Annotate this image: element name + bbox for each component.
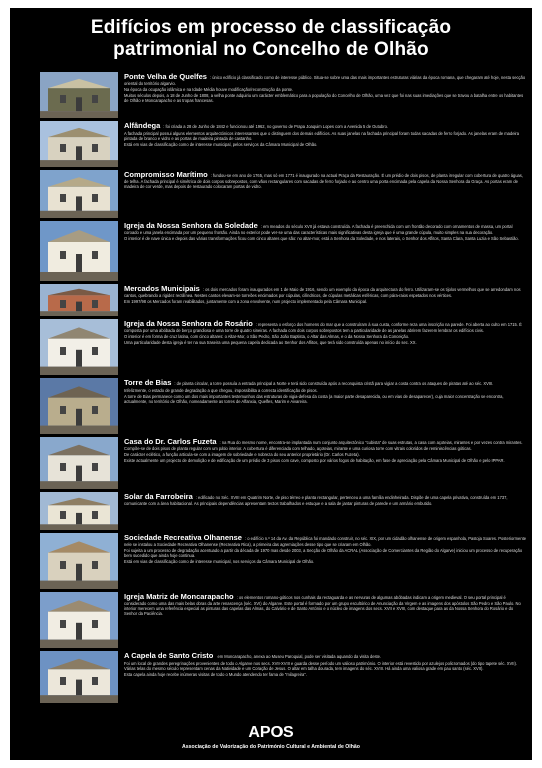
entry-item (40, 492, 526, 530)
building-photo (40, 651, 118, 703)
entry-text (124, 651, 526, 703)
entry-paragraph (124, 651, 526, 660)
entry-body-text: : os elementos romano-góticos nos cunhais da rectaguarda e as nervuras de algumas abóbadas indicam a origem medieval. O seu portal principal é considerado como uma das mais belas obras da arte renascença (séc. XVI) do Algarve. Este portal é formado por um grupo escultórico de Anunciação da Virgem e as imagens dos apóstolos São Pedro e São Paulo. No interior merecem uma referência especial as pinturas das capelas das Almas, do Calvário e de Santo António e o núcleo de imagens dos secs. XVII e XVIII, com destaque para as da Nossa Senhora do Rosário e do Senhor da Paciência. (124, 595, 521, 616)
entry-paragraph (124, 458, 526, 463)
poster-title (10, 8, 532, 70)
entry-paragraph (124, 340, 526, 345)
entry-paragraph (124, 378, 526, 387)
entry-text (124, 170, 526, 218)
entry-heading: Solar da Farrobeira (124, 492, 193, 501)
entry-paragraph (124, 87, 526, 92)
building-photo (40, 533, 118, 589)
entry-paragraph (124, 437, 526, 451)
entry-body-text: : foi criada a 28 de Junho de 1842 e funcionou até 1962, no governo de Prapa Joaquim Lopes com a Avenida 5 de Outubro. (163, 124, 389, 129)
title-line-1: Edifícios em processo de classificação (90, 17, 452, 38)
entry-item (40, 651, 526, 703)
entry-body-text: Em 1997/98 os Mercados foram reabilitados, juntamente com a zona envolvente, num projecto implementado pela Câmara Municipal. (124, 299, 368, 304)
entry-heading: Igreja da Nossa Senhora da Soledade (124, 221, 258, 230)
entry-item (40, 378, 526, 434)
building-photo (40, 492, 118, 530)
entry-paragraph (124, 672, 526, 677)
entry-text (124, 533, 526, 589)
entry-paragraph (124, 221, 526, 235)
entry-body-text: : na Rua do mesmo nome, encontra-se implantada num conjunto arquitectónico "cubista" de suas estrutas, a casa com açoteias, mirantes e por vezes contra mirantes. Compõe-se de dois pisos de planta regular com um pátio interior. A cobertura é diferenciada com telhado, açoteias, mirante e uma curiosa torre com vitrais coloridos de reminiscências góticas. (124, 440, 523, 451)
entry-item (40, 284, 526, 316)
entry-item (40, 170, 526, 218)
building-photo (40, 437, 118, 489)
entry-text (124, 221, 526, 281)
entry-body-text: O interior é de nave única e depois das várias transformações ficou com cinco altares que são: no altar-mor, está a Senhora da Soledade, e nos laterais, o Senhor dos Aflitos, Santa Clara, Santa Luzia e São Sebastião. (124, 236, 519, 241)
entry-body-text: A torre de Bias permanece como um dos mais importantes testemunhos das estruturas de vigia-defesa da costa (a maior parte desaparecida, ou em vias de desaparecer), cuja maior concentração se encontra, actualmente, no território de Olhão, nomeadamente as torres de Alfanxia, Quelfes, Marim e Aivareira. (124, 394, 504, 404)
building-photo (40, 592, 118, 648)
entry-body-text: Muitos séculos depois, a 18 de Junho de 1808, a velha ponte adquiriu um carácter emblemático para a população do Concelho de Olhão, uma vez que foi nas suas imediações que se travou a batalha entre os habitantes de Olhão e Moncarapacho e as tropas francesas. (124, 93, 524, 103)
entry-heading: Alfândega (124, 121, 161, 130)
entry-body-text: : único edifício já classificado como de interesse público. Situa-se sobre uma das mais importantes estruturas viárias da época romana, que chegaram até hoje, nesta secção oriental do território algarvio. (124, 75, 526, 86)
entry-item (40, 319, 526, 375)
entry-item (40, 72, 526, 118)
entry-text (124, 492, 526, 530)
entry-body-text: em Moncarapacho, anexa ao Museu Paroquial, pode ser visitada aquando da visita deste. (216, 654, 382, 659)
entry-paragraph (124, 394, 526, 404)
entry-item (40, 437, 526, 489)
entry-body-text: A fachada principal possui alguns elementos arquitectónicos interessantes que o distinguem dos demais edifícios. As suas janelas na fachada principal foram todas sacadas de ferro forjado. As janelas eram de madeira pintada de branco e vidro e as portas de madeira pintada de castanho. (124, 131, 520, 141)
entry-paragraph (124, 72, 526, 86)
entry-paragraph (124, 533, 526, 547)
entry-item (40, 221, 526, 281)
entry-body-text: Foi sujeita a um processo de degradação acentuado a partir da década de 1970 mas desde 2003, a Secção de Olhão da ACRAL (Associação de Comerciantes da Região do Algarve) iniciou um processo de recuperação bem sucedido que ainda hoje continua. (124, 548, 523, 558)
entry-body-text: Na época da ocupação islâmica e na Idade Média houve modificação/reconstrução da ponte. (124, 87, 294, 92)
entry-text (124, 378, 526, 434)
entry-body-text: : os dois mercados foram inaugurados em 1 de Maio de 1916, sendo um exemplo da época da arquitectura do ferro. Utilizaram-se os tijolos vermelhos que se arredondam nos cantos, quebrando a rigidez rectilínea. Nestes cantos elevam-se torreões encimados por cúpulas, cilíndricos, de cúpulas metálicas esféricas, com pára-raios espetados nos vértices. (124, 287, 521, 298)
entry-text (124, 284, 526, 316)
building-photo (40, 121, 118, 167)
entry-text (124, 592, 526, 648)
entry-heading: Igreja Matriz de Moncarapacho (124, 592, 234, 601)
entry-body-text: Infelizmente, o estado de grande degradação a que chegou, impossibilita a correcta identificação de pisos. (124, 388, 318, 393)
entry-heading: Sociedade Recreativa Olhanense (124, 533, 242, 542)
entry-paragraph (124, 548, 526, 558)
entry-paragraph (124, 131, 526, 141)
entry-paragraph (124, 142, 526, 147)
entry-paragraph (124, 492, 526, 506)
entry-heading: Compromisso Marítimo (124, 170, 208, 179)
entry-text (124, 72, 526, 118)
entry-heading: A Capela de Santo Cristo (124, 651, 214, 660)
entry-heading: Igreja da Nossa Senhora do Rosário (124, 319, 253, 328)
title-line-2: patrimonial no Concelho de Olhão (113, 39, 429, 60)
entry-paragraph (124, 284, 526, 298)
entry-body-text: : em meados do século XVII já estava construída. A fachada é preenchida com um frontão decorado com ornamentos de massa, um portal coroado e uma janela encimada por um pequeno frontão. Ainda no exterior pode ver-se uma das características mais significativas desta igreja que é uma grande cúpula, muito simples na sua decoração. (124, 224, 513, 235)
entry-heading: Torre de Bias (124, 378, 172, 387)
entry-body-text: Está em vias de classificação como de interesse municipal, nos serviços da Câmara Municipal de Olhão. (124, 559, 315, 564)
entry-body-text: Esta capela ainda hoje recebe inúmeras visitas de todo o Mundo atendendo ter fama de "milagreira". (124, 672, 307, 677)
entry-paragraph (124, 121, 526, 130)
entry-body-text: : edificado no Séc. XVIII em Quatrim Norte, de piso térreo e planta rectangular, pertenceu a uma família endinheirada. Dispõe de uma capela privativa, construída em 1737, comunicante com a área habitacional. As principais dependências apresentam tectos trabalhados e estuque e a sala de jantar pinturas de parede e um armário embutido. (124, 495, 508, 506)
entry-paragraph (124, 661, 526, 671)
entry-paragraph (124, 559, 526, 564)
building-photo (40, 221, 118, 281)
building-photo (40, 284, 118, 316)
building-photo (40, 170, 118, 218)
entry-paragraph (124, 334, 526, 339)
entry-item (40, 592, 526, 648)
entry-body-text: Está em vias de classificação como de interesse municipal, pelos serviços da Câmara Municipal de Olhão. (124, 142, 318, 147)
building-photo (40, 319, 118, 375)
entry-paragraph (124, 93, 526, 103)
association-name: Associação de Valorização do Património Cultural e Ambiental de Olhão (182, 744, 360, 750)
entry-heading: Casa do Dr. Carlos Fuzeta (124, 437, 217, 446)
building-photo (40, 378, 118, 434)
entry-paragraph (124, 592, 526, 616)
building-photo (40, 72, 118, 118)
logo-text: APOS (248, 724, 294, 741)
entry-text (124, 319, 526, 375)
footer (10, 720, 532, 760)
entry-body-text: : representa o esforço dos homens do mar que a construíram à sua custa, conforme reza uma inscrição na parede. Foi aberta ao culto em 1715. É composta por uma abóbada de berço grandiosa e uma torre de quatro sineiras. A fachada com dois corpos sobrepostos tem a particularidade de as janelas abrirem fazerem lembrar os edifícios civis. (124, 322, 522, 333)
entry-body-text: De carácter eclético, a função articula-se com a imagem de sobriedade e nobreza do seu anterior proprietário (Dr. Carlos Fuzeta). (124, 452, 360, 457)
entry-item (40, 533, 526, 589)
entry-body-text: Uma particularidade desta igreja é ter na sua traseira uma pequena capela dedicada ao Senhor dos Aflitos, que terá sido construída apenas no início do sec. XX. (124, 340, 417, 345)
entry-paragraph (124, 299, 526, 304)
entry-paragraph (124, 388, 526, 393)
entry-body-text: Existe actualmente um projecto de demolição e de edificação de um prédio de 3 pisos com cave, composto por vários fogos de habitação, em fase de apreciação pela Câmara Municipal de Olhão e pelo IPPAR. (124, 458, 505, 463)
entry-paragraph (124, 236, 526, 241)
entry-item (40, 121, 526, 167)
entry-paragraph (124, 170, 526, 189)
entry-body-text: O interior é em forma de cruz latina, com cinco altares: o Altar-Mor, o São Pedro, São João Baptista, o Altar das Almas, e o da Nossa Senhora da Conceição. (124, 334, 410, 339)
entry-text (124, 437, 526, 489)
entry-body-text: : fundou-se em ano de 1765, mas só em 1771 é inaugurado na actual Praça da Restauração. É um prédio de dois pisos, de planta irregular com cobertura de quatro águas, de telha. A fachada principal é simétrica de dois corpos sobrepostos, com vãos rectangulares com sacadas de ferro forjado e ao centro uma porta encimada pela capela da Nossa Senhora da Graça. As portas eram de madeira de cor verde, mas depois de restaurado colocaram portas de vidro. (124, 173, 523, 189)
entry-body-text: : o edifício n.º 14 da Av. da República foi mandado construir, no séc. XIX, por um cidadão olhanense de origem espanhola, Pastoja Soares. Posteriormente nele se instalou a Sociedade Recreativa Olhanense (Recreativa Rica), a primeira das agremiações desse tipo que se criaram em Olhão. (124, 536, 526, 547)
entries-list (40, 72, 526, 716)
entry-paragraph (124, 452, 526, 457)
entry-heading: Mercados Municipais (124, 284, 200, 293)
entry-text (124, 121, 526, 167)
entry-body-text: Foi um local de grandes peregrinações provenientes de todo o Algarve nos secs. XVII-XVIII e guarda desse período um valioso património. O interior está revestido por azulejos policromados (do tipo tapete séc. XVII). Várias telas do mesmo século representam cenas da Natividade e um Coração de Jesus. O altar em talha dourada, tem imagens do séc. XVIII. Há ainda uma valiosa grade em pau santo (séc. XVII). (124, 661, 517, 671)
entry-paragraph (124, 319, 526, 333)
entry-heading: Ponte Velha de Quelfes (124, 72, 207, 81)
entry-body-text: : de planta circular, a torre possuía a entrada principal a Norte e terá sido construída após a reconquista cristã para vigiar a costa contra os ataques de piratas até ao séc. XVIII. (174, 381, 494, 386)
poster (10, 8, 532, 760)
apos-logo (241, 720, 301, 742)
